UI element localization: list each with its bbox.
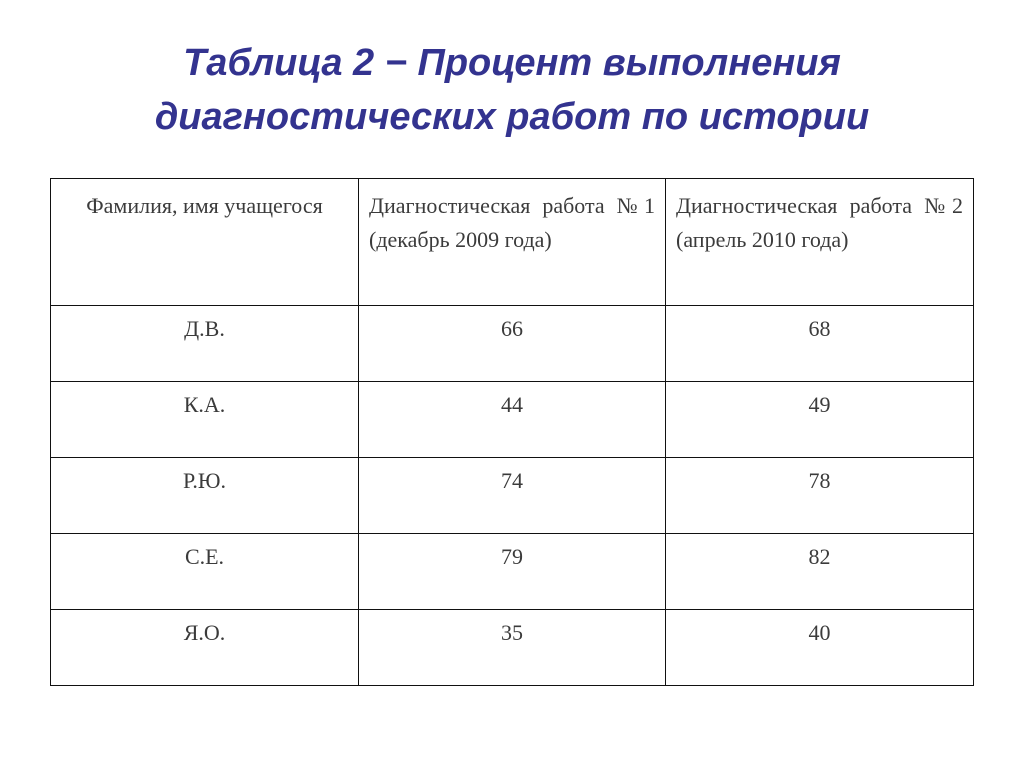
table-row <box>51 458 974 534</box>
header-work-2: Диагностическая работа №2 (апрель 2010 года) <box>666 179 974 306</box>
header-student-name: Фамилия, имя учащегося <box>51 179 359 306</box>
cell-work-1: 44 <box>359 382 666 458</box>
cell-work-1: 74 <box>359 458 666 534</box>
cell-student: С.Е. <box>51 534 359 610</box>
title-line-1: Таблица 2 − Процент выполнения <box>183 42 841 84</box>
header-work-1: Диагностическая работа №1 (декабрь 2009 года) <box>359 179 666 306</box>
table-header-row <box>51 179 974 306</box>
table-row <box>51 610 974 686</box>
cell-student: К.А. <box>51 382 359 458</box>
cell-student: Д.В. <box>51 306 359 382</box>
cell-work-2: 49 <box>666 382 974 458</box>
cell-work-2: 68 <box>666 306 974 382</box>
cell-student: Р.Ю. <box>51 458 359 534</box>
cell-work-1: 79 <box>359 534 666 610</box>
cell-work-1: 66 <box>359 306 666 382</box>
cell-student: Я.О. <box>51 610 359 686</box>
cell-work-2: 82 <box>666 534 974 610</box>
page-title <box>0 36 1024 144</box>
table-row <box>51 534 974 610</box>
table-row <box>51 306 974 382</box>
cell-work-1: 35 <box>359 610 666 686</box>
cell-work-2: 40 <box>666 610 974 686</box>
table-row <box>51 382 974 458</box>
results-table <box>50 178 974 686</box>
title-line-2: диагностических работ по истории <box>154 96 870 138</box>
cell-work-2: 78 <box>666 458 974 534</box>
